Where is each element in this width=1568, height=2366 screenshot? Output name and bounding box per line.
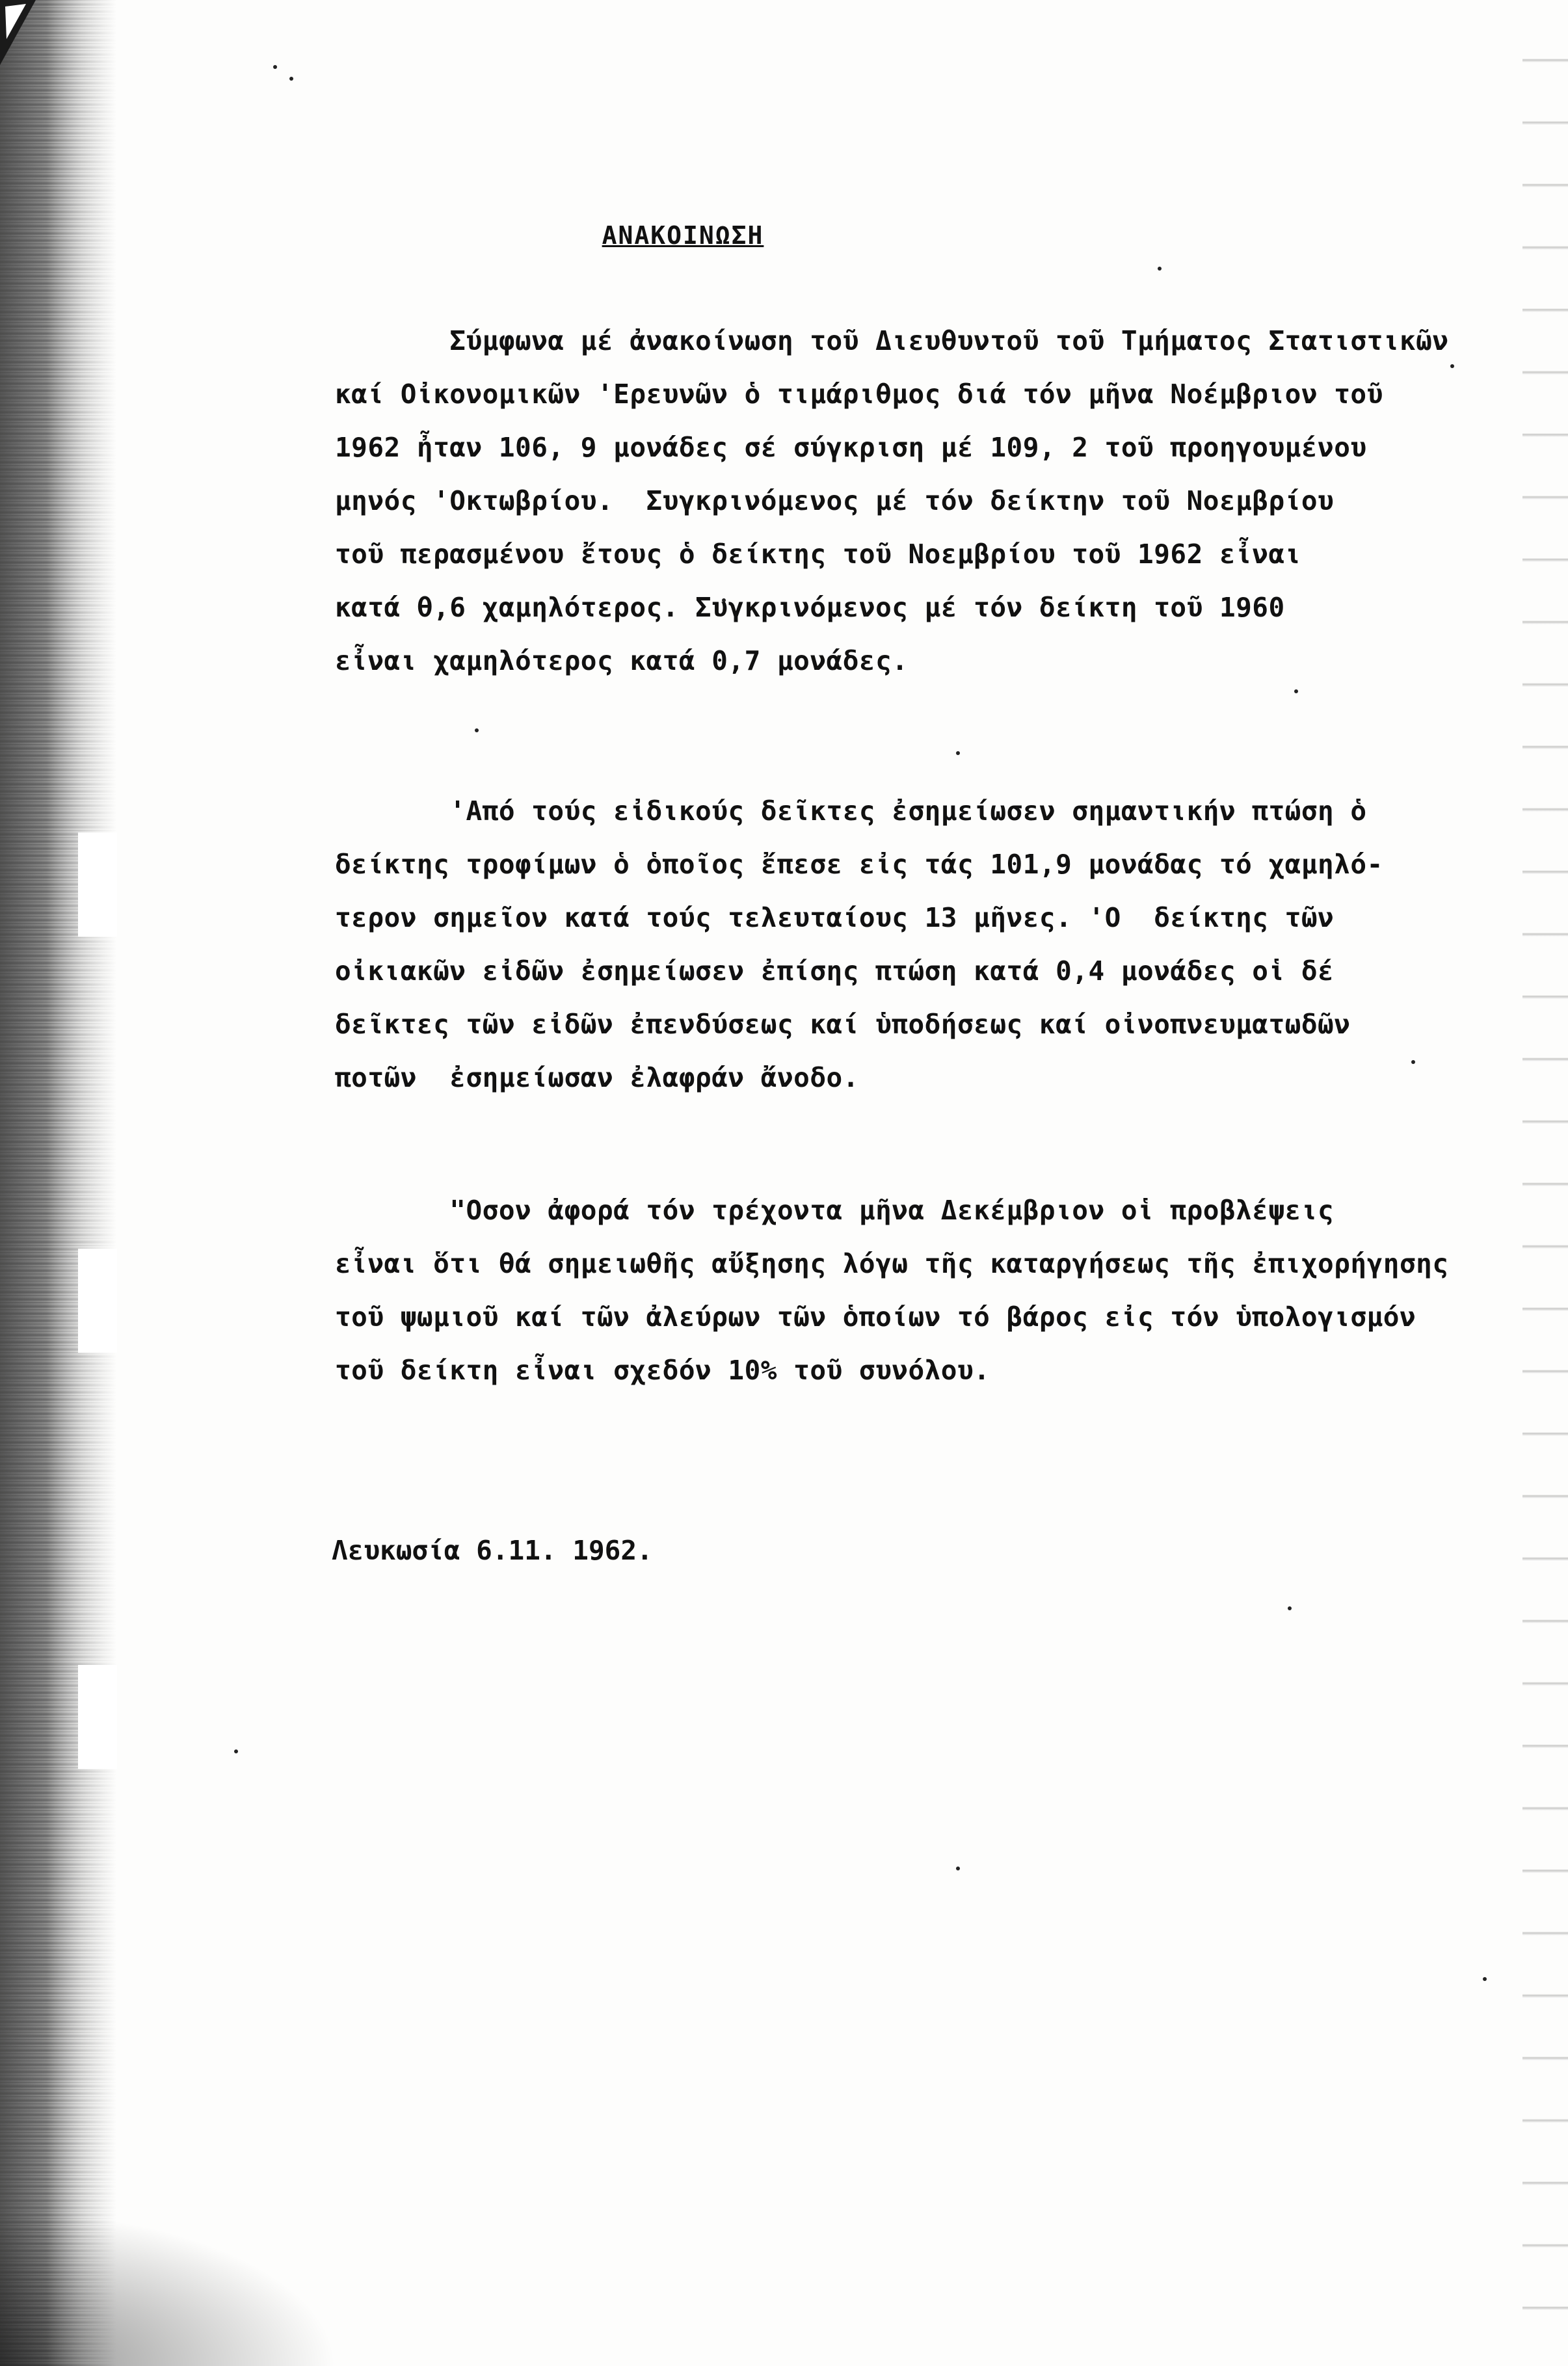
text-line: δείκτης τροφίμων ὁ ὁποῖος ἔπεσε εἰς τάς 101,9 μονάδας τό χαμηλό- bbox=[335, 849, 1383, 880]
place-date-line: Λευκωσία 6.11. 1962. bbox=[332, 1535, 653, 1566]
document-heading: ΑΝΑΚΟΙΝΩΣΗ bbox=[602, 221, 764, 250]
scan-speck bbox=[956, 751, 960, 755]
scan-edge-noise bbox=[0, 0, 117, 2366]
text-line: εἶναι χαμηλότερος κατά 0,7 μονάδες. bbox=[335, 645, 909, 676]
paragraph-2 bbox=[335, 784, 1506, 1104]
text-line: τοῦ περασμένου ἔτους ὁ δείκτης τοῦ Νοεμβρίου τοῦ 1962 εἶναι bbox=[335, 538, 1301, 570]
text-line: 1962 ἦταν 106, 9 μονάδες σέ σύγκριση μέ 109, 2 τοῦ προηγουμένου bbox=[335, 432, 1367, 463]
text-line: τερον σημεῖον κατά τούς τελευταίους 13 μῆνες. 'Ο δείκτης τῶν bbox=[335, 902, 1335, 933]
paragraph-3 bbox=[335, 1184, 1506, 1397]
corner-fold-mark bbox=[0, 0, 39, 72]
text-line: Σύμφωνα μέ ἀνακοίνωση τοῦ Διευθυντοῦ τοῦ Τμήματος Στατιστικῶν bbox=[335, 325, 1449, 356]
scan-speck bbox=[1158, 267, 1162, 271]
text-line: εἶναι ὅτι θά σημειωθῆς αὔξησης λόγω τῆς καταργήσεως τῆς ἐπιχορήγησης bbox=[335, 1248, 1449, 1279]
scan-speck bbox=[475, 728, 479, 732]
text-line: καί Οἰκονομικῶν 'Ερευνῶν ὁ τιμάριθμος διά τόν μῆνα Νοέμβριον τοῦ bbox=[335, 379, 1383, 410]
scan-speck bbox=[1294, 689, 1298, 693]
paragraph-1 bbox=[335, 314, 1506, 687]
text-line: "Οσον ἀφορά τόν τρέχοντα μῆνα Δεκέμβριον οἱ προβλέψεις bbox=[335, 1195, 1335, 1226]
scan-right-edge-noise bbox=[1522, 0, 1568, 2366]
binding-gap bbox=[78, 1249, 117, 1353]
binding-gap bbox=[78, 1665, 117, 1769]
text-line: ποτῶν ἐσημείωσαν ἐλαφράν ἄνοδο. bbox=[335, 1062, 859, 1093]
text-line: τοῦ ψωμιοῦ καί τῶν ἀλεύρων τῶν ὁποίων τό βάρος εἰς τόν ὑπολογισμόν bbox=[335, 1301, 1416, 1333]
binding-gap bbox=[78, 832, 117, 937]
text-line: οἰκιακῶν εἰδῶν ἐσημείωσεν ἐπίσης πτώση κατά 0,4 μονάδες οἱ δέ bbox=[335, 955, 1335, 987]
scan-speck bbox=[956, 1867, 960, 1870]
scan-speck bbox=[289, 77, 293, 81]
text-line: δεῖκτες τῶν εἰδῶν ἐπενδύσεως καί ὑποδήσεως καί οἰνοπνευματωδῶν bbox=[335, 1009, 1351, 1040]
text-line: κατά θ,6 χαμηλότερος. Συγκρινόμενος μέ τόν δείκτη τοῦ 1960 bbox=[335, 592, 1285, 623]
text-line: μηνός 'Οκτωβρίου. Συγκρινόμενος μέ τόν δείκτην τοῦ Νοεμβρίου bbox=[335, 485, 1335, 516]
scan-speck bbox=[234, 1749, 238, 1753]
scan-bottom-noise bbox=[0, 2210, 338, 2366]
text-line: τοῦ δείκτη εἶναι σχεδόν 10% τοῦ συνόλου. bbox=[335, 1355, 990, 1386]
text-line: 'Από τούς εἰδικούς δεῖκτες ἐσημείωσεν σημαντικήν πτώση ὁ bbox=[335, 795, 1367, 827]
scan-speck bbox=[1288, 1606, 1292, 1610]
scan-speck bbox=[1483, 1977, 1487, 1981]
scan-speck bbox=[273, 65, 277, 69]
